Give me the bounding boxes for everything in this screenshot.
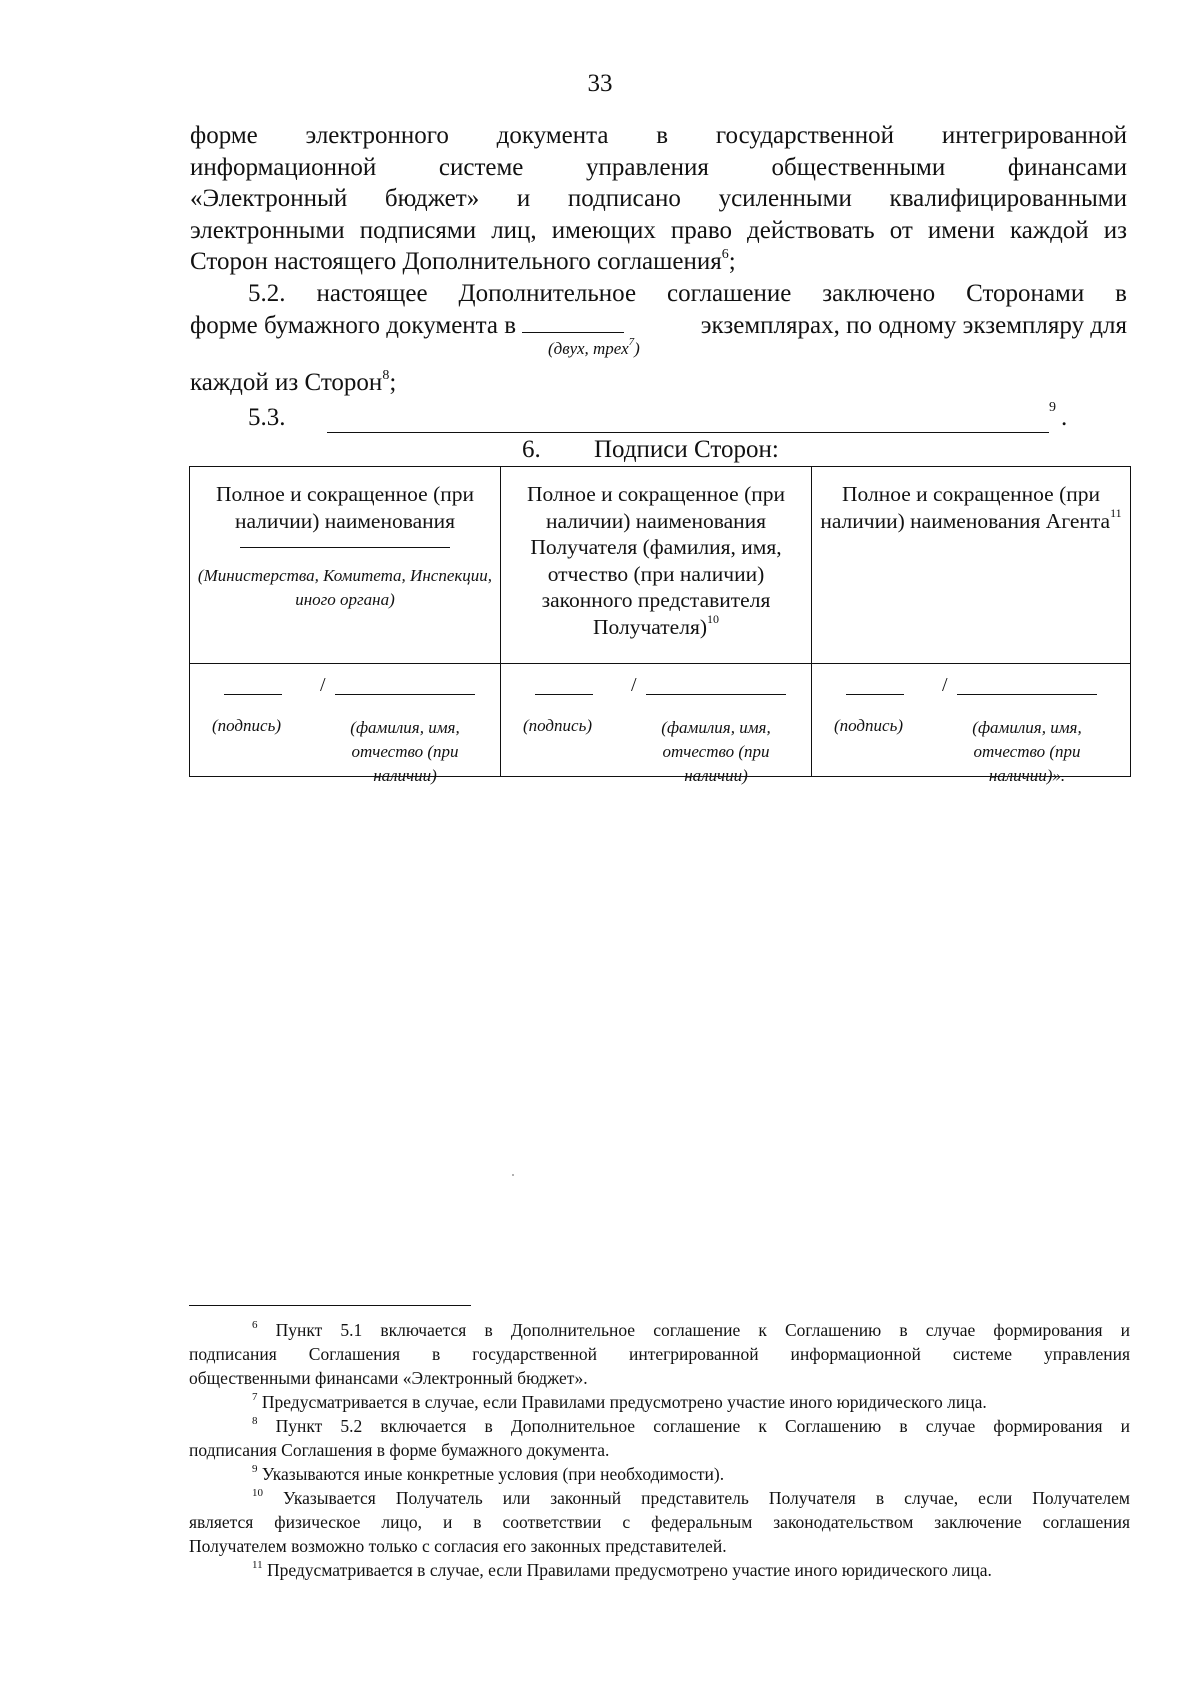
recipient-signature-cell: / (подпись) (фамилия, имя, отчество (при наличии) (501, 664, 812, 777)
name-label: (фамилия, имя, отчество (при наличии) (350, 718, 460, 785)
org-hint: (Министерства, Комитета, Инспекции, иного органа) (197, 566, 493, 609)
text-line: каждой из Сторон$^8$; (190, 367, 397, 396)
footnote-ref: 8 (382, 367, 390, 383)
paragraph-5-3-number: 5.3. (248, 404, 286, 431)
copies-blank (522, 310, 624, 333)
footnotes (189, 1318, 1130, 1582)
name-blank (335, 694, 475, 695)
signature-label: (подпись) (212, 716, 281, 735)
scan-speck (512, 1174, 514, 1176)
footnote-ref: 10 (707, 612, 719, 627)
text-line: информационной системе управления общественными финансами (190, 153, 1127, 181)
signatures-heading: 6. Подписи Сторон: (522, 436, 779, 463)
name-label: (фамилия, имя, отчество (при наличии) (661, 718, 771, 785)
signatures-table (189, 466, 1131, 785)
name-blank (957, 694, 1097, 695)
paragraph-5-3-blank (327, 432, 1049, 433)
signature-blank (846, 694, 904, 695)
footnote-ref: 11 (1110, 506, 1122, 521)
agent-signature-cell: / (подпись) (фамилия, имя, отчество (при наличии)». (812, 664, 1131, 777)
footnote-10: $^{10}$ Указывается Получатель или законный представитель Получателя в случае, если Получателем является физическое лицо, и в соответствии с федеральным законодательством заключение соглашения Получателем возможно только с согласия его законных представителей. (189, 1487, 1131, 1556)
recipient-header-cell: Полное и сокращенное (при наличии) наименования Получателя (фамилия, имя, отчество (при наличии) законного представителя Получателя)$^{10}$ (501, 467, 812, 664)
org-name-blank (240, 546, 450, 548)
footnote-separator (189, 1305, 471, 1306)
table-row (190, 467, 1131, 664)
signature-label: (подпись) (834, 716, 903, 735)
page-number: 33 (587, 70, 613, 97)
paragraph-5-1-continuation (190, 120, 1127, 278)
text-line: Сторон настоящего Дополнительного соглашения$^6$; (190, 246, 736, 275)
footnote-ref: 9 (1049, 400, 1056, 415)
ministry-signature-cell: / (подпись) (фамилия, имя, отчество (при наличии) (190, 664, 501, 777)
paragraph-5-2 (190, 278, 1127, 341)
footnote-11: $^{11}$ Предусматривается в случае, если Правилами предусмотрено участие иного юридического лица. (252, 1559, 992, 1580)
paragraph-5-2-end (190, 367, 1127, 399)
signature-blank (224, 694, 282, 695)
signature-label: (подпись) (523, 716, 592, 735)
signature-blank (535, 694, 593, 695)
footnote-7: $^7$ Предусматривается в случае, если Правилами предусмотрено участие иного юридического лица. (252, 1391, 987, 1412)
name-blank (646, 694, 786, 695)
footnote-6: $^6$ Пункт 5.1 включается в Дополнительное соглашение к Соглашению в случае формирования и подписания Соглашения в государственной интегрированной информационной системе управления общественными финансами «Электронный бюджет». (189, 1319, 1131, 1388)
footnote-ref: 6 (721, 246, 729, 262)
text-line: форме электронного документа в государственной интегрированной (190, 122, 1127, 149)
copies-hint: (двух, трех$^7$) (548, 336, 640, 358)
agent-header-cell: Полное и сокращенное (при наличии) наименования Агента$^{11}$ (812, 467, 1131, 664)
text-line: 5.2. настоящее Дополнительное соглашение заключено Сторонами в (248, 280, 1127, 307)
footnote-9: $^9$ Указываются иные конкретные условия (при необходимости). (252, 1463, 725, 1484)
text-line: «Электронный бюджет» и подписано усиленными квалифицированными (190, 185, 1127, 212)
period: . (1061, 404, 1068, 431)
footnote-8: $^8$ Пункт 5.2 включается в Дополнительное соглашение к Соглашению в случае формирования и подписания Соглашения в форме бумажного документа. (189, 1415, 1131, 1460)
text-line: электронными подписями лиц, имеющих право действовать от имени каждой из (190, 216, 1127, 244)
ministry-header-cell: Полное и сокращенное (при наличии) наименования (Министерства, Комитета, Инспекции, иного органа) (190, 467, 501, 664)
table-row (190, 664, 1131, 777)
name-label: (фамилия, имя, отчество (при наличии)». (972, 718, 1082, 785)
text-line: форме бумажного документа в экземплярах, по одному экземпляру для (190, 311, 1127, 339)
